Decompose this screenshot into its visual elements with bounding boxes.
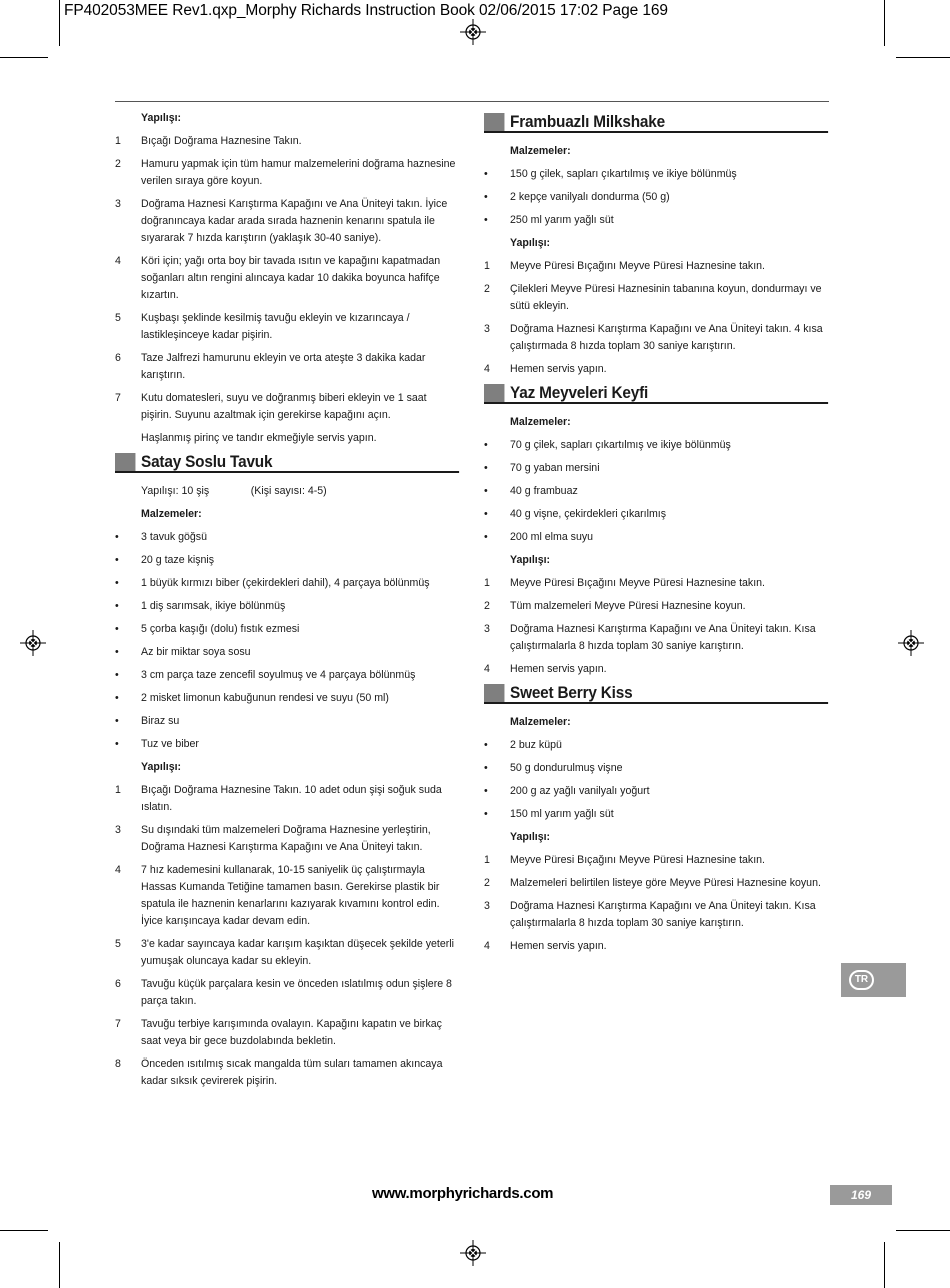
ingredient-item bbox=[484, 760, 828, 777]
bullet: • bbox=[115, 646, 119, 658]
step-row bbox=[115, 822, 459, 856]
step-text: Tavuğu terbiye karışımında ovalayın. Kapağını kapatın ve birkaç saat veya bir gece buzdolabında bekletin. bbox=[141, 1018, 442, 1047]
step-text: 7 hız kademesini kullanarak, 10-15 saniyelik üç çalıştırmayla Hassas Kumanda Tetiğine tamamen basın. Gerekirse plastik bir spatula ile haznenin kenarlarını kazıyarak kıvamını kontrol edin. İyice karışıncaya kadar devam edin. bbox=[141, 864, 440, 927]
bullet: • bbox=[484, 508, 488, 520]
step-number: 1 bbox=[484, 577, 490, 589]
bullet: • bbox=[115, 600, 119, 612]
step-text: Hemen servis yapın. bbox=[510, 363, 607, 375]
bullet: • bbox=[484, 485, 488, 497]
yield-text: Yapılışı: 10 şiş bbox=[141, 485, 210, 497]
crop-mark bbox=[59, 1242, 60, 1288]
step-row bbox=[115, 782, 459, 816]
section-title-milkshake bbox=[484, 113, 828, 133]
step-number: 3 bbox=[484, 623, 490, 635]
step-row bbox=[484, 281, 828, 315]
step-text: Meyve Püresi Bıçağını Meyve Püresi Haznesine takın. bbox=[510, 577, 765, 589]
step-number: 3 bbox=[484, 900, 490, 912]
ingredient-item bbox=[484, 437, 828, 454]
step-number: 4 bbox=[484, 363, 490, 375]
ingredient-text: Tuz ve biber bbox=[141, 738, 199, 750]
section-marker bbox=[484, 684, 504, 702]
step-row bbox=[115, 196, 459, 247]
step-text: Önceden ısıtılmış sıcak mangalda tüm suları tamamen akıncaya kadar sıksık çevirerek pişirin. bbox=[141, 1058, 443, 1087]
section-title-satay bbox=[115, 453, 459, 473]
step-text: Meyve Püresi Bıçağını Meyve Püresi Haznesine takın. bbox=[510, 260, 765, 272]
step-text: Tavuğu küçük parçalara kesin ve önceden ıslatılmış odun şişlere 8 parça takın. bbox=[141, 978, 452, 1007]
step-row bbox=[484, 852, 828, 869]
step-row bbox=[115, 976, 459, 1010]
ingredient-item bbox=[115, 529, 459, 546]
step-row bbox=[115, 1016, 459, 1050]
step-row bbox=[484, 661, 828, 678]
ingredient-text: 70 g çilek, sapları çıkartılmış ve ikiye bölünmüş bbox=[510, 439, 731, 451]
step-row bbox=[115, 1056, 459, 1090]
step-text: Doğrama Haznesi Karıştırma Kapağını ve Ana Üniteyi takın. Kısa çalıştırmalarla 8 hızda toplam 30 saniye karıştırın. bbox=[510, 900, 816, 929]
step-row bbox=[115, 862, 459, 930]
ingredient-text: 2 misket limonun kabuğunun rendesi ve suyu (50 ml) bbox=[141, 692, 389, 704]
step-row bbox=[115, 156, 459, 190]
step-row bbox=[115, 390, 459, 424]
language-badge: TR bbox=[849, 970, 874, 990]
ingredient-item bbox=[484, 189, 828, 206]
step-text: Hemen servis yapın. bbox=[510, 663, 607, 675]
ingredient-text: 250 ml yarım yağlı süt bbox=[510, 214, 614, 226]
section-marker bbox=[484, 384, 504, 402]
method-heading: Yapılışı: bbox=[510, 831, 551, 843]
jalfrezi-steps bbox=[115, 133, 459, 424]
bullet: • bbox=[484, 462, 488, 474]
step-number: 3 bbox=[115, 824, 121, 836]
step-number: 7 bbox=[115, 1018, 121, 1030]
step-row bbox=[484, 938, 828, 955]
print-slug: FP402053MEE Rev1.qxp_Morphy Richards Instruction Book 02/06/2015 17:02 Page 169 bbox=[64, 2, 668, 19]
ingredient-text: 2 buz küpü bbox=[510, 739, 562, 751]
section-marker bbox=[484, 113, 504, 131]
bullet: • bbox=[115, 715, 119, 727]
bullet: • bbox=[484, 439, 488, 451]
ingredient-text: 20 g taze kişniş bbox=[141, 554, 215, 566]
ingredient-text: 3 cm parça taze zencefil soyulmuş ve 4 parçaya bölünmüş bbox=[141, 669, 416, 681]
language-tab bbox=[841, 963, 906, 997]
bullet: • bbox=[484, 191, 488, 203]
section-title: Yaz Meyveleri Keyfi bbox=[510, 384, 649, 402]
step-text: Su dışındaki tüm malzemeleri Doğrama Haznesine yerleştirin, Doğrama Haznesi Karıştırma Kapağını ve Ana Üniteyi takın. bbox=[141, 824, 431, 853]
crop-mark bbox=[0, 1230, 48, 1231]
step-text: Taze Jalfrezi hamurunu ekleyin ve orta ateşte 3 dakika kadar karıştırın. bbox=[141, 352, 426, 381]
page-number: 169 bbox=[830, 1185, 892, 1205]
step-number: 6 bbox=[115, 352, 121, 364]
bullet: • bbox=[484, 214, 488, 226]
method-heading: Yapılışı: bbox=[510, 554, 551, 566]
ingredient-item bbox=[115, 621, 459, 638]
step-number: 1 bbox=[115, 135, 121, 147]
step-number: 2 bbox=[484, 877, 490, 889]
step-row bbox=[115, 936, 459, 970]
ingredient-text: 50 g dondurulmuş vişne bbox=[510, 762, 623, 774]
step-text: Doğrama Haznesi Karıştırma Kapağını ve Ana Üniteyi takın. 4 kısa çalıştırmada 8 hızda toplam 30 saniye karıştırın. bbox=[510, 323, 823, 352]
yield-row bbox=[141, 483, 459, 500]
step-number: 2 bbox=[115, 158, 121, 170]
bullet: • bbox=[115, 692, 119, 704]
step-text: Kutu domatesleri, suyu ve doğranmış biberi ekleyin ve 1 saat pişirin. Suyunu azaltmak için gerekirse kapağını açın. bbox=[141, 392, 427, 421]
ingredient-text: 150 g çilek, sapları çıkartılmış ve ikiye bölünmüş bbox=[510, 168, 737, 180]
step-row bbox=[484, 621, 828, 655]
registration-mark-icon bbox=[898, 630, 924, 656]
ingredient-item bbox=[484, 483, 828, 500]
step-number: 2 bbox=[484, 600, 490, 612]
ingredient-text: Biraz su bbox=[141, 715, 180, 727]
ingredient-text: Az bir miktar soya sosu bbox=[141, 646, 251, 658]
crop-mark bbox=[896, 57, 950, 58]
ingredient-item bbox=[115, 713, 459, 730]
step-number: 6 bbox=[115, 978, 121, 990]
ingredients-heading: Malzemeler: bbox=[510, 716, 571, 728]
step-text: Doğrama Haznesi Karıştırma Kapağını ve Ana Üniteyi takın. Kısa çalıştırmalarla 8 hızda toplam 30 saniye karıştırın. bbox=[510, 623, 816, 652]
crop-mark bbox=[884, 1242, 885, 1288]
ingredient-item bbox=[115, 736, 459, 753]
step-number: 4 bbox=[484, 663, 490, 675]
bullet: • bbox=[484, 531, 488, 543]
servings-text: (Kişi sayısı: 4-5) bbox=[250, 485, 327, 497]
right-column bbox=[484, 110, 828, 961]
bullet: • bbox=[484, 785, 488, 797]
step-number: 2 bbox=[484, 283, 490, 295]
ingredient-item bbox=[115, 667, 459, 684]
step-row bbox=[484, 598, 828, 615]
ingredient-text: 5 çorba kaşığı (dolu) fıstık ezmesi bbox=[141, 623, 300, 635]
top-rule bbox=[115, 101, 829, 102]
section-title-sweet-berry-kiss bbox=[484, 684, 828, 704]
ingredients-heading: Malzemeler: bbox=[141, 508, 202, 520]
step-text: Bıçağı Doğrama Haznesine Takın. bbox=[141, 135, 302, 147]
ingredient-text: 1 diş sarımsak, ikiye bölünmüş bbox=[141, 600, 286, 612]
section-title: Sweet Berry Kiss bbox=[510, 684, 633, 702]
satay-steps bbox=[115, 782, 459, 1090]
ingredients-heading: Malzemeler: bbox=[510, 416, 571, 428]
step-text: Kuşbaşı şeklinde kesilmiş tavuğu ekleyin ve kızarıncaya / lastikleşinceye kadar pişirin. bbox=[141, 312, 410, 341]
step-number: 4 bbox=[115, 255, 121, 267]
step-number: 4 bbox=[484, 940, 490, 952]
step-row bbox=[484, 575, 828, 592]
crop-mark bbox=[884, 0, 885, 46]
registration-mark-icon bbox=[460, 1240, 486, 1266]
ingredient-item bbox=[484, 806, 828, 823]
bullet: • bbox=[115, 554, 119, 566]
serve-note: Haşlanmış pirinç ve tandır ekmeğiyle servis yapın. bbox=[141, 432, 377, 444]
crop-mark bbox=[59, 0, 60, 46]
ingredient-item bbox=[115, 552, 459, 569]
step-text: Malzemeleri belirtilen listeye göre Meyve Püresi Haznesine koyun. bbox=[510, 877, 821, 889]
step-number: 3 bbox=[484, 323, 490, 335]
crop-mark bbox=[896, 1230, 950, 1231]
ingredient-text: 1 büyük kırmızı biber (çekirdekleri dahil), 4 parçaya bölünmüş bbox=[141, 577, 430, 589]
section-title: Frambuazlı Milkshake bbox=[510, 113, 665, 131]
method-heading: Yapılışı: bbox=[141, 761, 182, 773]
ingredient-text: 40 g vişne, çekirdekleri çıkarılmış bbox=[510, 508, 667, 520]
bullet: • bbox=[484, 762, 488, 774]
step-row bbox=[484, 898, 828, 932]
step-text: Bıçağı Doğrama Haznesine Takın. 10 adet odun şişi soğuk suda ıslatın. bbox=[141, 784, 442, 813]
footer-website: www.morphyrichards.com bbox=[372, 1185, 554, 1202]
ingredient-text: 70 g yaban mersini bbox=[510, 462, 600, 474]
section-marker bbox=[115, 453, 135, 471]
step-row bbox=[484, 361, 828, 378]
step-text: Doğrama Haznesi Karıştırma Kapağını ve Ana Üniteyi takın. İyice doğranıncaya kadar arada sırada haznenin kenarını spatula ile sıyararak 7 hızda karıştırın (yaklaşık 30-40 saniye). bbox=[141, 198, 448, 244]
step-number: 4 bbox=[115, 864, 121, 876]
ingredient-item bbox=[115, 690, 459, 707]
step-row bbox=[115, 310, 459, 344]
bullet: • bbox=[484, 739, 488, 751]
step-row bbox=[115, 350, 459, 384]
ingredient-item bbox=[115, 598, 459, 615]
bullet: • bbox=[115, 623, 119, 635]
step-row bbox=[484, 321, 828, 355]
step-number: 5 bbox=[115, 938, 121, 950]
step-row bbox=[115, 253, 459, 304]
ingredient-item bbox=[484, 506, 828, 523]
step-number: 1 bbox=[484, 260, 490, 272]
method-heading: Yapılışı: bbox=[141, 112, 182, 124]
bullet: • bbox=[115, 531, 119, 543]
method-heading: Yapılışı: bbox=[510, 237, 551, 249]
step-text: Köri için; yağı orta boy bir tavada ısıtın ve kapağını kapatmadan soğanları altın rengini alıncaya kadar 10 dakika boyunca hafifçe kızartın. bbox=[141, 255, 441, 301]
step-row bbox=[115, 133, 459, 150]
ingredient-item bbox=[115, 575, 459, 592]
bullet: • bbox=[484, 168, 488, 180]
left-column bbox=[115, 110, 459, 1096]
ingredient-item bbox=[484, 737, 828, 754]
section-title: Satay Soslu Tavuk bbox=[141, 453, 273, 471]
bullet: • bbox=[484, 808, 488, 820]
step-number: 8 bbox=[115, 1058, 121, 1070]
bullet: • bbox=[115, 669, 119, 681]
step-number: 1 bbox=[484, 854, 490, 866]
step-text: Çilekleri Meyve Püresi Haznesinin tabanına koyun, dondurmayı ve sütü ekleyin. bbox=[510, 283, 822, 312]
step-text: Hemen servis yapın. bbox=[510, 940, 607, 952]
ingredient-item bbox=[484, 529, 828, 546]
ingredient-text: 3 tavuk göğsü bbox=[141, 531, 208, 543]
ingredient-item bbox=[115, 644, 459, 661]
step-row bbox=[484, 875, 828, 892]
ingredient-text: 200 g az yağlı vanilyalı yoğurt bbox=[510, 785, 650, 797]
ingredient-item bbox=[484, 212, 828, 229]
step-row bbox=[484, 258, 828, 275]
ingredients-heading: Malzemeler: bbox=[510, 145, 571, 157]
ingredient-text: 200 ml elma suyu bbox=[510, 531, 594, 543]
step-text: Meyve Püresi Bıçağını Meyve Püresi Haznesine takın. bbox=[510, 854, 765, 866]
registration-mark-icon bbox=[460, 19, 486, 45]
step-number: 3 bbox=[115, 198, 121, 210]
ingredient-text: 40 g frambuaz bbox=[510, 485, 578, 497]
ingredient-item bbox=[484, 166, 828, 183]
section-title-summer-fruits bbox=[484, 384, 828, 404]
registration-mark-icon bbox=[20, 630, 46, 656]
ingredient-text: 2 kepçe vanilyalı dondurma (50 g) bbox=[510, 191, 670, 203]
bullet: • bbox=[115, 738, 119, 750]
step-text: 3'e kadar sayıncaya kadar karışım kaşıktan düşecek şekilde yeterli yumuşak oluncaya kadar su ekleyin. bbox=[141, 938, 454, 967]
crop-mark bbox=[0, 57, 48, 58]
ingredient-text: 150 ml yarım yağlı süt bbox=[510, 808, 614, 820]
step-number: 7 bbox=[115, 392, 121, 404]
ingredient-item bbox=[484, 460, 828, 477]
ingredient-item bbox=[484, 783, 828, 800]
step-number: 5 bbox=[115, 312, 121, 324]
step-text: Tüm malzemeleri Meyve Püresi Haznesine koyun. bbox=[510, 600, 746, 612]
step-text: Hamuru yapmak için tüm hamur malzemelerini doğrama haznesine verilen sıraya göre koyun. bbox=[141, 158, 456, 187]
bullet: • bbox=[115, 577, 119, 589]
satay-ingredients bbox=[115, 529, 459, 753]
step-number: 1 bbox=[115, 784, 121, 796]
